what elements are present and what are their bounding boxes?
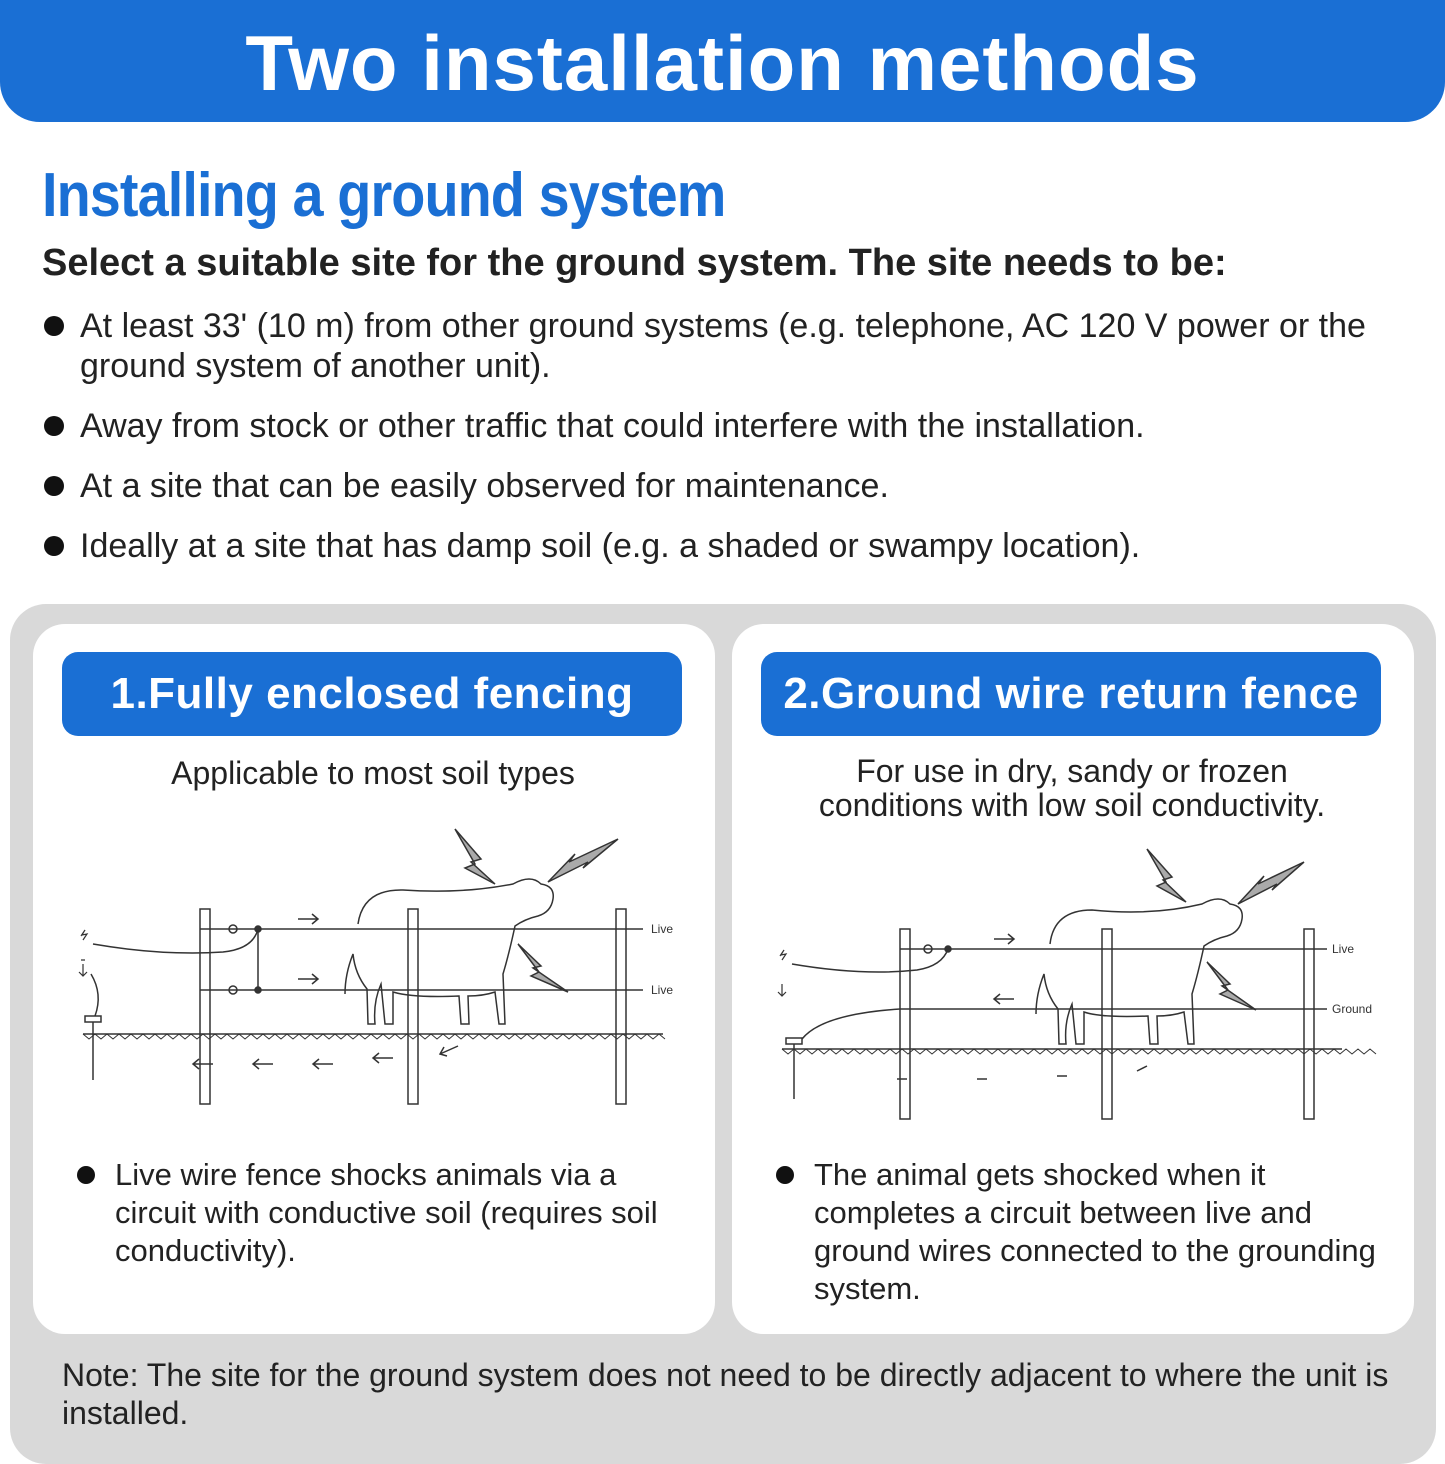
footnote: Note: The site for the ground system does not need to be directly adjacent to where the unit is installed.	[62, 1357, 1389, 1431]
method-card-ground-return	[732, 624, 1414, 1334]
list-item: At a site that can be easily observed for maintenance.	[42, 466, 1422, 506]
fully-enclosed-fence-diagram	[63, 824, 693, 1124]
method-subtitle: Applicable to most soil types	[171, 755, 575, 791]
bullet-icon	[77, 1166, 95, 1184]
bullet-icon	[44, 476, 64, 496]
method-title: 1.Fully enclosed fencing	[62, 652, 682, 736]
section-lead: Select a suitable site for the ground system. The site needs to be:	[42, 242, 1227, 284]
list-item: Away from stock or other traffic that could interfere with the installation.	[42, 406, 1422, 446]
site-requirements-list	[42, 306, 1422, 586]
bullet-icon	[776, 1166, 794, 1184]
wire-label-live: Live	[651, 922, 674, 936]
list-item: Ideally at a site that has damp soil (e.g. a shaded or swampy location).	[42, 526, 1422, 566]
method-subtitle: For use in dry, sandy or frozen conditions with low soil conductivity.	[818, 753, 1326, 823]
section-title: Installing a ground system	[42, 161, 726, 230]
method-title: 2.Ground wire return fence	[761, 652, 1381, 736]
bullet-icon	[44, 536, 64, 556]
method-description: The animal gets shocked when it completes a circuit between live and ground wires connected to the grounding system.	[814, 1156, 1384, 1308]
method-description: Live wire fence shocks animals via a circuit with conductive soil (requires soil conductivity).	[115, 1156, 685, 1270]
header-banner	[0, 0, 1445, 122]
wire-label-ground: Ground	[1332, 1002, 1373, 1016]
bullet-icon	[44, 316, 64, 336]
page-title: Two installation methods	[245, 19, 1200, 107]
wire-label-live: Live	[651, 983, 674, 997]
method-card-fully-enclosed	[33, 624, 715, 1334]
bullet-icon	[44, 416, 64, 436]
list-item: At least 33' (10 m) from other ground systems (e.g. telephone, AC 120 V power or the ground system of another unit).	[42, 306, 1422, 386]
wire-label-live: Live	[1332, 942, 1355, 956]
ground-return-fence-diagram	[762, 844, 1392, 1144]
